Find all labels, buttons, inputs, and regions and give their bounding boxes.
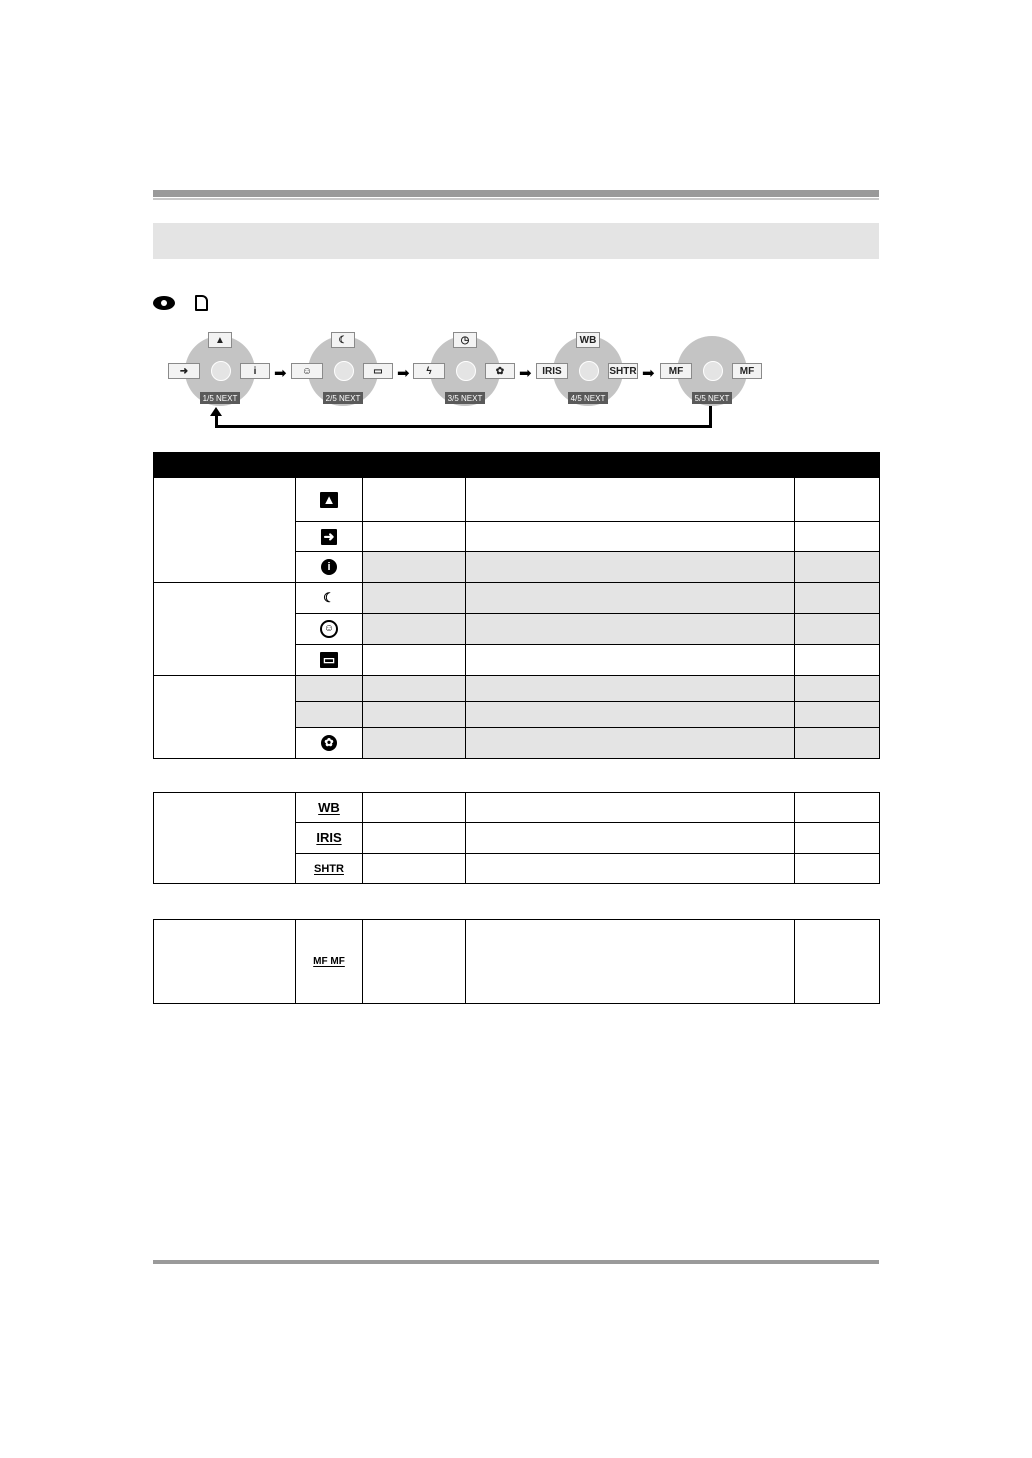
icon-cell: [296, 478, 363, 522]
help-mode-icon: i: [321, 559, 337, 575]
icon-cell: [296, 583, 363, 614]
icon-cell: [296, 552, 363, 583]
header-cell: [466, 453, 795, 478]
table-row: [154, 920, 880, 1004]
color-night-view-icon: ☾: [323, 590, 335, 605]
tele-macro-icon: ▭: [320, 652, 338, 668]
operation-icon-dial-1: [168, 332, 270, 410]
section-title-band: [153, 223, 879, 259]
dial-center-button: [211, 361, 231, 381]
header-cell: [154, 453, 363, 478]
loop-return-arrow-icon: [210, 407, 222, 416]
mode-indicator: [153, 292, 208, 314]
dial-page-label: 4/5 NEXT: [568, 392, 608, 404]
dial-page-label: 1/5 NEXT: [200, 392, 240, 404]
operation-icon-dial-5: [660, 332, 762, 410]
table-header-row: [154, 453, 880, 478]
table-row: [154, 478, 880, 522]
icon-cell: [296, 823, 363, 854]
focus-table: [153, 919, 880, 1004]
loop-return-line: [709, 406, 712, 428]
dial-left-icon: ϟ: [413, 363, 445, 379]
operation-icon-dial-4: [536, 332, 638, 410]
manual-settings-table: [153, 792, 880, 884]
dial-center-button: [334, 361, 354, 381]
next-arrow-icon: ➡: [519, 365, 532, 382]
dial-center-button: [579, 361, 599, 381]
soft-skin-mode-icon: ☺: [320, 620, 338, 638]
backlight-compensation-icon: ▲: [320, 492, 339, 508]
dial-page-label: 5/5 NEXT: [692, 392, 732, 404]
icon-cell: [296, 614, 363, 645]
group-cell: [154, 583, 296, 676]
dial-top-icon: ▲: [208, 332, 232, 348]
next-arrow-icon: ➡: [642, 365, 655, 382]
icon-cell: [296, 728, 363, 759]
dial-center-button: [456, 361, 476, 381]
next-arrow-icon: ➡: [274, 365, 287, 382]
dial-top-icon: ☾: [331, 332, 355, 348]
table-row: [154, 676, 880, 702]
icon-cell: [296, 522, 363, 552]
manual-focus-icon: MF MF: [313, 956, 345, 967]
dial-right-icon: i: [240, 363, 270, 379]
icon-cell: [296, 702, 363, 728]
icon-cell: [296, 645, 363, 676]
dial-left-icon: ➜: [168, 363, 200, 379]
group-cell: [154, 676, 296, 759]
table-row: [154, 793, 880, 823]
icon-cell: [296, 920, 363, 1004]
iris-icon: IRIS: [316, 830, 342, 845]
loop-return-line: [215, 425, 712, 428]
sd-card-icon: [195, 295, 208, 311]
icon-cell: [296, 676, 363, 702]
header-cell: [795, 453, 880, 478]
dial-left-icon: MF: [660, 363, 692, 379]
group-cell: [154, 478, 296, 583]
operation-icon-table: [153, 452, 880, 759]
operation-icon-dial-3: [413, 332, 515, 410]
table-row: [154, 583, 880, 614]
dial-left-icon: ☺: [291, 363, 323, 379]
operation-icon-dial-2: [291, 332, 393, 410]
header-rule-thin: [153, 198, 879, 200]
header-rule: [153, 190, 879, 197]
shutter-speed-icon: SHTR: [314, 862, 344, 875]
dial-center-button: [703, 361, 723, 381]
white-balance-icon: WB: [318, 799, 340, 815]
dial-top-icon: ◷: [453, 332, 477, 348]
dial-left-icon: IRIS: [536, 363, 568, 379]
dial-page-label: 3/5 NEXT: [445, 392, 485, 404]
dial-right-icon: MF: [732, 363, 762, 379]
next-arrow-icon: ➡: [397, 365, 410, 382]
dial-right-icon: ✿: [485, 363, 515, 379]
icon-cell: [296, 854, 363, 884]
disc-icon: [153, 296, 175, 310]
group-cell: [154, 793, 296, 884]
group-cell: [154, 920, 296, 1004]
fade-icon: ➜: [321, 529, 338, 545]
face-detection-icon: ✿: [321, 735, 337, 751]
footer-rule: [153, 1260, 879, 1264]
header-cell: [363, 453, 466, 478]
icon-cell: [296, 793, 363, 823]
dial-page-label: 2/5 NEXT: [323, 392, 363, 404]
dial-right-icon: ▭: [363, 363, 393, 379]
dial-right-icon: SHTR: [608, 363, 638, 379]
dial-top-icon: WB: [576, 332, 600, 348]
